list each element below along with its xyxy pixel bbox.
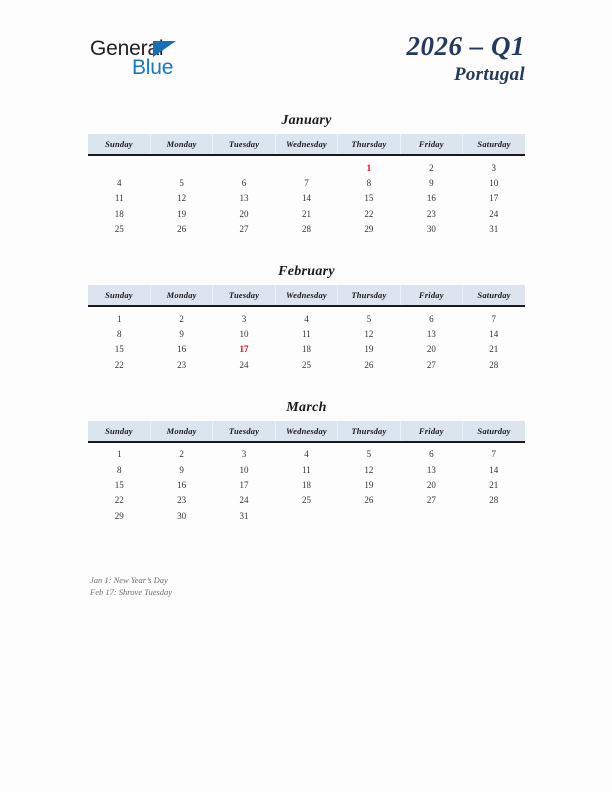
weekday-header-row	[88, 285, 525, 306]
day-cell[interactable]: 2	[179, 449, 184, 460]
day-cell[interactable]: 4	[304, 313, 309, 324]
day-cell[interactable]: 25	[301, 359, 311, 370]
day-cell[interactable]: 22	[114, 359, 124, 370]
day-cell[interactable]: 4	[304, 449, 309, 460]
day-cell-holiday[interactable]: 17	[239, 344, 249, 355]
day-cell-holiday[interactable]: 1	[366, 162, 372, 173]
weekday-header-wednesday: Wednesday	[275, 134, 337, 155]
day-cell[interactable]: 26	[364, 495, 374, 506]
day-cell[interactable]: 16	[177, 479, 187, 490]
weekday-header-friday: Friday	[400, 421, 462, 442]
day-cell[interactable]: 15	[114, 479, 124, 490]
day-cell[interactable]: 12	[364, 329, 374, 340]
week-row	[88, 442, 525, 462]
week-row	[88, 508, 525, 523]
day-cell[interactable]: 2	[179, 313, 184, 324]
week-row	[88, 462, 525, 477]
day-cell[interactable]: 8	[366, 178, 372, 189]
day-cell[interactable]: 14	[489, 464, 499, 475]
day-cell[interactable]: 16	[177, 344, 187, 355]
day-cell[interactable]: 29	[364, 224, 374, 235]
day-cell[interactable]: 27	[426, 495, 436, 506]
day-cell[interactable]: 3	[491, 162, 497, 173]
day-cell[interactable]: 6	[429, 449, 434, 460]
day-cell[interactable]: 7	[304, 178, 309, 189]
weekday-header-wednesday: Wednesday	[275, 421, 337, 442]
week-row	[88, 155, 525, 175]
day-cell[interactable]: 20	[239, 208, 249, 219]
day-cell[interactable]: 26	[177, 224, 187, 235]
holiday-note: Jan 1: New Year’s Day	[90, 575, 168, 585]
day-cell[interactable]: 24	[489, 208, 499, 219]
day-cell-empty	[213, 155, 275, 175]
day-cell[interactable]: 13	[426, 464, 436, 475]
day-cell[interactable]: 16	[426, 193, 436, 204]
day-cell[interactable]: 24	[239, 495, 249, 506]
day-cell[interactable]: 19	[364, 344, 374, 355]
day-cell[interactable]: 6	[241, 178, 247, 189]
day-cell[interactable]: 20	[426, 479, 436, 490]
page-header	[0, 30, 612, 105]
weekday-header-sunday: Sunday	[88, 421, 150, 442]
generalblue-logo[interactable]	[90, 38, 280, 88]
day-cell[interactable]: 14	[301, 193, 311, 204]
weekday-header-saturday: Saturday	[477, 139, 511, 149]
weekday-header-monday: Monday	[150, 421, 212, 442]
week-row	[88, 191, 525, 206]
week-row	[88, 357, 525, 372]
month-block	[88, 399, 525, 524]
day-cell[interactable]: 7	[491, 449, 497, 460]
day-cell[interactable]: 28	[301, 224, 311, 235]
day-cell[interactable]: 11	[302, 464, 311, 475]
day-cell[interactable]: 15	[364, 193, 374, 204]
day-cell[interactable]: 31	[239, 510, 249, 521]
weekday-header-monday: Monday	[150, 134, 212, 155]
day-cell-empty	[150, 155, 212, 175]
day-cell[interactable]: 30	[177, 510, 187, 521]
page-title: 2026 – Q1	[406, 31, 525, 61]
day-cell[interactable]: 5	[366, 449, 372, 460]
day-cell[interactable]: 23	[426, 208, 436, 219]
week-row	[88, 477, 525, 492]
day-cell[interactable]: 8	[116, 464, 122, 475]
day-cell[interactable]: 14	[489, 329, 499, 340]
day-cell[interactable]: 19	[177, 208, 187, 219]
day-cell[interactable]: 21	[301, 208, 311, 219]
month-grid	[88, 134, 525, 237]
day-cell[interactable]: 29	[114, 510, 124, 521]
day-cell[interactable]: 19	[364, 479, 374, 490]
day-cell[interactable]: 9	[429, 178, 434, 189]
weekday-header-thursday: Thursday	[338, 285, 400, 306]
day-cell[interactable]: 22	[114, 495, 124, 506]
day-cell-empty	[275, 155, 337, 175]
day-cell[interactable]: 5	[366, 313, 372, 324]
month-grid	[88, 285, 525, 373]
day-cell[interactable]: 18	[301, 344, 311, 355]
month-title: February	[278, 263, 335, 279]
week-row	[88, 222, 525, 237]
day-cell[interactable]: 2	[429, 162, 434, 173]
day-cell[interactable]: 25	[301, 495, 311, 506]
day-cell[interactable]: 1	[116, 313, 122, 324]
day-cell[interactable]: 9	[179, 329, 184, 340]
day-cell[interactable]: 12	[177, 193, 187, 204]
day-cell[interactable]: 17	[489, 193, 499, 204]
weekday-header-friday: Friday	[400, 285, 462, 306]
day-cell[interactable]: 22	[364, 208, 374, 219]
weekday-header-thursday: Thursday	[338, 134, 400, 155]
week-row	[88, 342, 525, 357]
week-row	[88, 493, 525, 508]
holiday-legend	[90, 575, 490, 598]
day-cell[interactable]: 18	[301, 479, 311, 490]
title-block	[407, 30, 526, 87]
day-cell[interactable]: 24	[239, 359, 249, 370]
month-block	[88, 112, 525, 237]
day-cell[interactable]: 28	[489, 359, 499, 370]
logo-text-blue: Blue	[132, 56, 174, 79]
day-cell[interactable]: 5	[179, 178, 184, 189]
day-cell[interactable]: 4	[116, 178, 122, 189]
day-cell[interactable]: 20	[426, 344, 436, 355]
page-subtitle-country: Portugal	[453, 64, 525, 85]
weekday-header-tuesday: Tuesday	[213, 285, 275, 306]
weekday-header-thursday: Thursday	[338, 421, 400, 442]
day-cell[interactable]: 26	[364, 359, 374, 370]
day-cell[interactable]: 27	[239, 224, 249, 235]
logo-text-general: General	[90, 37, 164, 60]
day-cell-empty	[338, 508, 400, 523]
day-cell[interactable]: 8	[116, 329, 122, 340]
month-grid	[88, 421, 525, 524]
weekday-header-row	[88, 421, 525, 442]
holiday-note: Feb 17: Shrove Tuesday	[90, 586, 173, 597]
day-cell[interactable]: 13	[239, 193, 249, 204]
weekday-header-saturday: Saturday	[477, 425, 511, 436]
month-list	[88, 112, 525, 549]
day-cell-empty	[275, 508, 337, 523]
day-cell[interactable]: 12	[364, 464, 374, 475]
day-cell-empty	[463, 508, 525, 523]
day-cell[interactable]: 21	[489, 344, 499, 355]
day-cell[interactable]: 18	[114, 208, 124, 219]
weekday-header-saturday: Saturday	[477, 289, 511, 300]
weekday-header-tuesday: Tuesday	[213, 134, 275, 155]
day-cell[interactable]: 27	[426, 359, 436, 370]
weekday-header-wednesday: Wednesday	[275, 285, 337, 306]
day-cell[interactable]: 10	[239, 329, 249, 340]
weekday-header-tuesday: Tuesday	[213, 421, 275, 442]
day-cell-empty	[400, 508, 462, 523]
week-row	[88, 175, 525, 190]
month-title: March	[286, 399, 327, 415]
week-row	[88, 306, 525, 326]
day-cell-empty	[88, 155, 150, 175]
day-cell[interactable]: 31	[489, 224, 499, 235]
day-cell[interactable]: 3	[241, 313, 247, 324]
day-cell[interactable]: 10	[489, 178, 499, 189]
day-cell[interactable]: 25	[114, 224, 124, 235]
day-cell[interactable]: 15	[114, 344, 124, 355]
weekday-header-row	[88, 134, 525, 155]
weekday-header-monday: Monday	[150, 285, 212, 306]
day-cell[interactable]: 23	[177, 359, 187, 370]
day-cell[interactable]: 3	[241, 449, 247, 460]
day-cell[interactable]: 6	[429, 313, 434, 324]
month-block	[88, 263, 525, 373]
weekday-header-sunday: Sunday	[88, 134, 150, 155]
day-cell[interactable]: 9	[179, 464, 184, 475]
day-cell[interactable]: 1	[116, 449, 122, 460]
day-cell[interactable]: 30	[426, 224, 436, 235]
day-cell[interactable]: 7	[491, 313, 497, 324]
month-title: January	[281, 113, 332, 128]
day-cell[interactable]: 23	[177, 495, 187, 506]
day-cell[interactable]: 21	[489, 479, 499, 490]
weekday-header-sunday: Sunday	[88, 285, 150, 306]
weekday-header-friday: Friday	[400, 134, 462, 155]
day-cell[interactable]: 11	[114, 193, 124, 204]
triangle-icon	[153, 41, 176, 57]
week-row	[88, 206, 525, 221]
day-cell[interactable]: 17	[239, 479, 249, 490]
day-cell[interactable]: 10	[239, 464, 249, 475]
day-cell[interactable]: 28	[489, 495, 499, 506]
day-cell[interactable]: 13	[426, 329, 436, 340]
day-cell[interactable]: 11	[302, 329, 311, 340]
week-row	[88, 326, 525, 341]
